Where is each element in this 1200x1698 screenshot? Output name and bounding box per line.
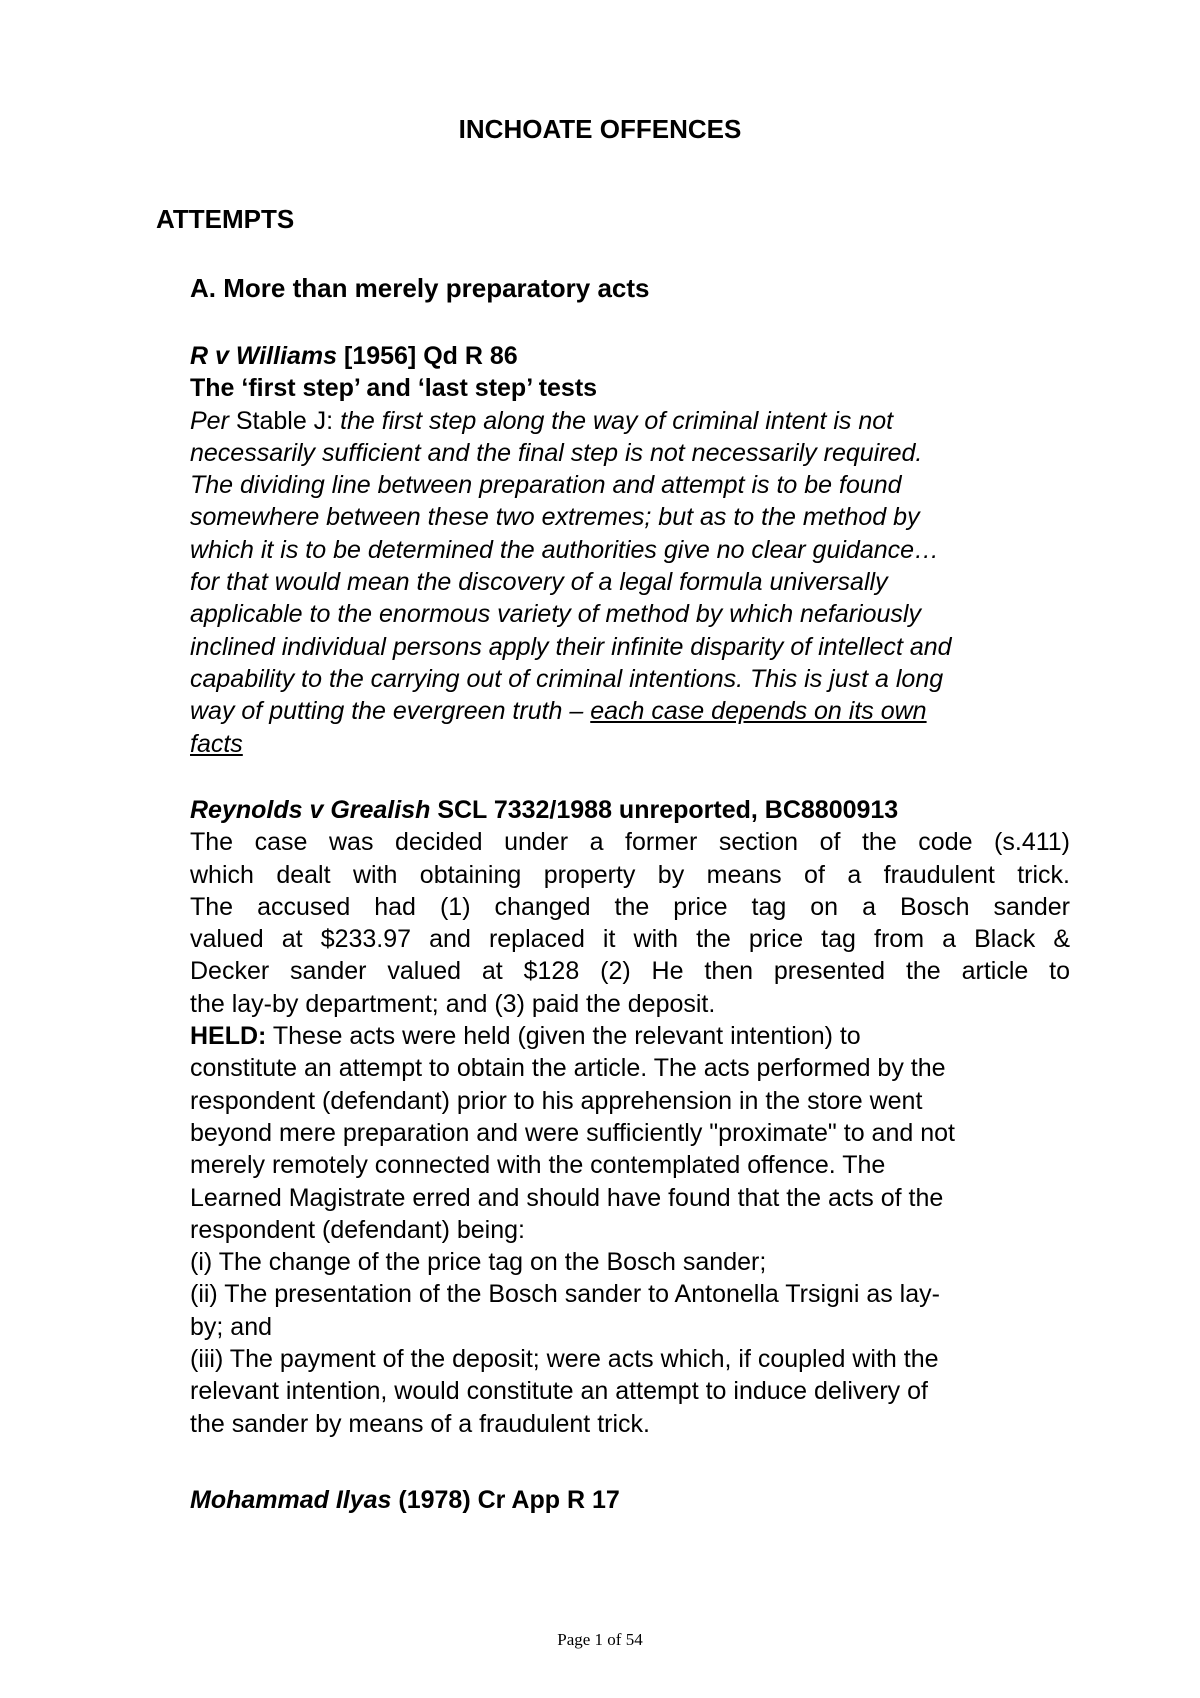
held-line: HELD: These acts were held (given the relevant intention) to	[190, 1022, 861, 1051]
case-citation: (1978) Cr App R 17	[391, 1486, 620, 1514]
case-heading	[190, 340, 1070, 372]
case-heading	[190, 794, 1070, 826]
case-name: R v Williams	[190, 342, 338, 370]
facts-line: The accused had (1) changed the price tag on a Bosch sander	[190, 892, 1070, 921]
quote-line: which it is to be determined the authorities give no clear guidance…	[190, 535, 940, 564]
facts-line: The case was decided under a former section of the code (s.411)	[190, 828, 1070, 857]
held-line: (i) The change of the price tag on the Bosch sander;	[190, 1248, 767, 1277]
page-number: Page 1 of 54	[557, 1630, 643, 1649]
held-line: (iii) The payment of the deposit; were acts which, if coupled with the	[190, 1345, 939, 1374]
held-line: relevant intention, would constitute an attempt to induce delivery of	[190, 1377, 928, 1406]
case-citation: [1956] Qd R 86	[337, 342, 518, 370]
per-label: Per	[190, 406, 229, 435]
quote-line: applicable to the enormous variety of method by which nefariously	[190, 600, 921, 629]
facts-line: the lay-by department; and (3) paid the deposit.	[190, 989, 716, 1018]
held-label: HELD:	[190, 1022, 267, 1051]
held-line: (ii) The presentation of the Bosch sander to Antonella Trsigni as lay-	[190, 1280, 940, 1309]
quote-line: capability to the carrying out of criminal intentions. This is just a long	[190, 664, 944, 693]
quote-line: Per Stable J: the first step along the way of criminal intent is not	[190, 406, 894, 435]
held-line: merely remotely connected with the contemplated offence. The	[190, 1151, 886, 1180]
held-line: respondent (defendant) being:	[190, 1215, 525, 1244]
quote-line: inclined individual persons apply their infinite disparity of intellect and	[190, 632, 952, 661]
quote-line: necessarily sufficient and the final step is not necessarily required.	[190, 438, 923, 467]
judge-name: Stable J:	[228, 406, 341, 435]
key-principle: each case depends on its own	[590, 697, 927, 726]
facts-line: which dealt with obtaining property by means of a fraudulent trick.	[190, 860, 1070, 889]
subsection-heading: A. More than merely preparatory acts	[190, 273, 650, 303]
case-ilyas	[190, 1484, 1070, 1516]
quote-line: The dividing line between preparation and attempt is to be found	[190, 471, 902, 500]
case-name: Reynolds v Grealish	[190, 796, 431, 824]
document-title: INCHOATE OFFENCES	[458, 114, 742, 144]
held-line: beyond mere preparation and were sufficiently "proximate" to and not	[190, 1118, 955, 1147]
facts-line: valued at $233.97 and replaced it with the price tag from a Black &	[190, 925, 1070, 954]
key-principle-end: facts	[190, 729, 243, 758]
case-name: Mohammad Ilyas	[190, 1486, 392, 1514]
test-heading: The ‘first step’ and ‘last step’ tests	[190, 374, 598, 403]
case-williams	[190, 340, 1070, 760]
case-citation: SCL 7332/1988 unreported, BC8800913	[430, 796, 899, 824]
held-line: respondent (defendant) prior to his apprehension in the store went	[190, 1086, 923, 1115]
facts-line: Decker sander valued at $128 (2) He then presented the article to	[190, 957, 1070, 986]
case-reynolds	[190, 794, 1070, 1440]
quote-line: way of putting the evergreen truth – each case depends on its own	[190, 697, 927, 726]
held-line: the sander by means of a fraudulent trick.	[190, 1409, 650, 1438]
held-line: constitute an attempt to obtain the article. The acts performed by the	[190, 1054, 946, 1083]
case-heading	[190, 1484, 1070, 1516]
held-line: Learned Magistrate erred and should have found that the acts of the	[190, 1183, 944, 1212]
quote-line: for that would mean the discovery of a legal formula universally	[190, 568, 888, 597]
quote-line: somewhere between these two extremes; but as to the method by	[190, 503, 920, 532]
section-heading-attempts: ATTEMPTS	[156, 204, 295, 234]
held-line: by; and	[190, 1312, 273, 1341]
